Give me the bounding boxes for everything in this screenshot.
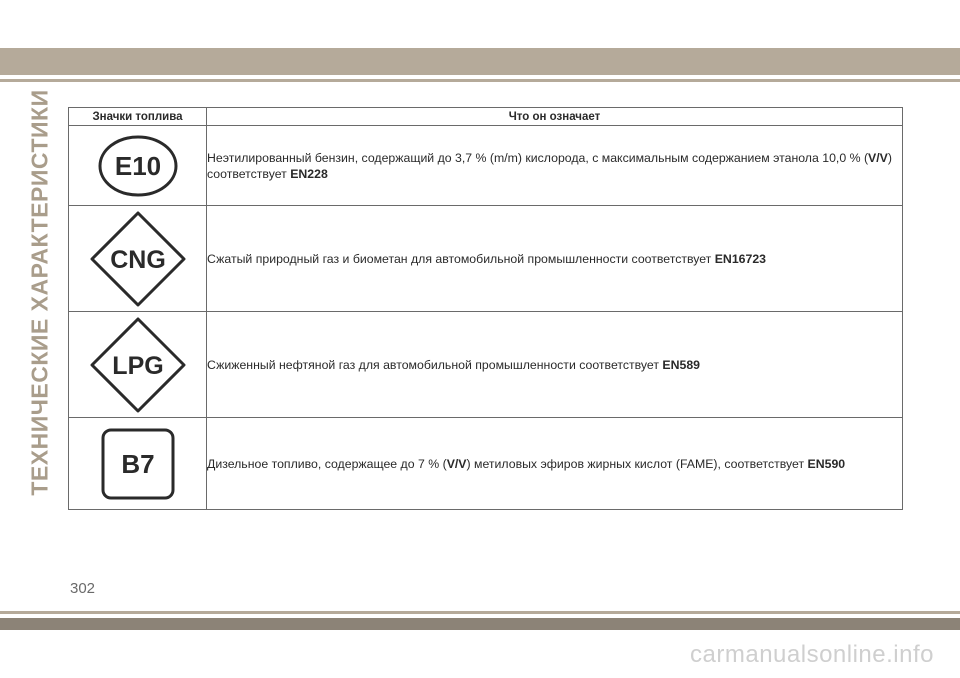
header-meaning: Что он означает [207, 108, 903, 126]
table-row [69, 126, 903, 206]
description-cell [207, 312, 903, 418]
watermark: carmanualsonline.info [690, 641, 934, 668]
table-row [69, 206, 903, 312]
description-text: Неэтилированный бензин, содержащий до 3,7 % (m/m) кислорода, с максимальным содержанием этанола 10,0 % ( [207, 150, 869, 165]
table-header-row [69, 108, 903, 126]
fuel-symbols-table [68, 107, 903, 510]
section-title-vertical [16, 88, 64, 496]
standard-code: EN590 [807, 456, 846, 471]
description-cell [207, 126, 903, 206]
lpg-diamond-icon [88, 315, 188, 415]
header-rule [0, 79, 960, 82]
standard-code: EN228 [290, 166, 328, 181]
description-text: ) метиловых эфиров жирных кислот (FAME), соответствует [466, 456, 808, 471]
description-text: ) соответствует [207, 150, 892, 181]
e10-circle-icon [96, 134, 180, 198]
footer-rule [0, 611, 960, 614]
description-cell [207, 418, 903, 510]
section-title: ТЕХНИЧЕСКИЕ ХАРАКТЕРИСТИКИ [26, 88, 53, 496]
symbol-label: LPG [111, 351, 164, 380]
standard-code: EN16723 [714, 251, 767, 266]
description-text: Дизельное топливо, содержащее до 7 % ( [207, 456, 447, 471]
table-row [69, 312, 903, 418]
standard-code: EN589 [662, 357, 701, 372]
b7-square-icon [100, 427, 176, 501]
symbol-cell [69, 126, 207, 206]
symbol-cell [69, 312, 207, 418]
cng-diamond-icon [88, 209, 188, 309]
page-number: 302 [70, 580, 96, 597]
table-row [69, 418, 903, 510]
description-cell [207, 206, 903, 312]
footer-band [0, 618, 960, 630]
symbol-label: B7 [120, 448, 155, 479]
symbol-cell [69, 418, 207, 510]
description-text: Сжиженный нефтяной газ для автомобильной промышленности соответствует [207, 357, 663, 372]
header-band [0, 48, 960, 75]
unit-bold: V/V [868, 150, 888, 165]
unit-bold: V/V [446, 456, 467, 471]
symbol-cell [69, 206, 207, 312]
symbol-label: E10 [114, 150, 161, 181]
symbol-label: CNG [109, 245, 166, 274]
header-fuel-symbols: Значки топлива [69, 108, 207, 126]
description-text: Сжатый природный газ и биометан для автомобильной промышленности соответствует [207, 251, 715, 266]
